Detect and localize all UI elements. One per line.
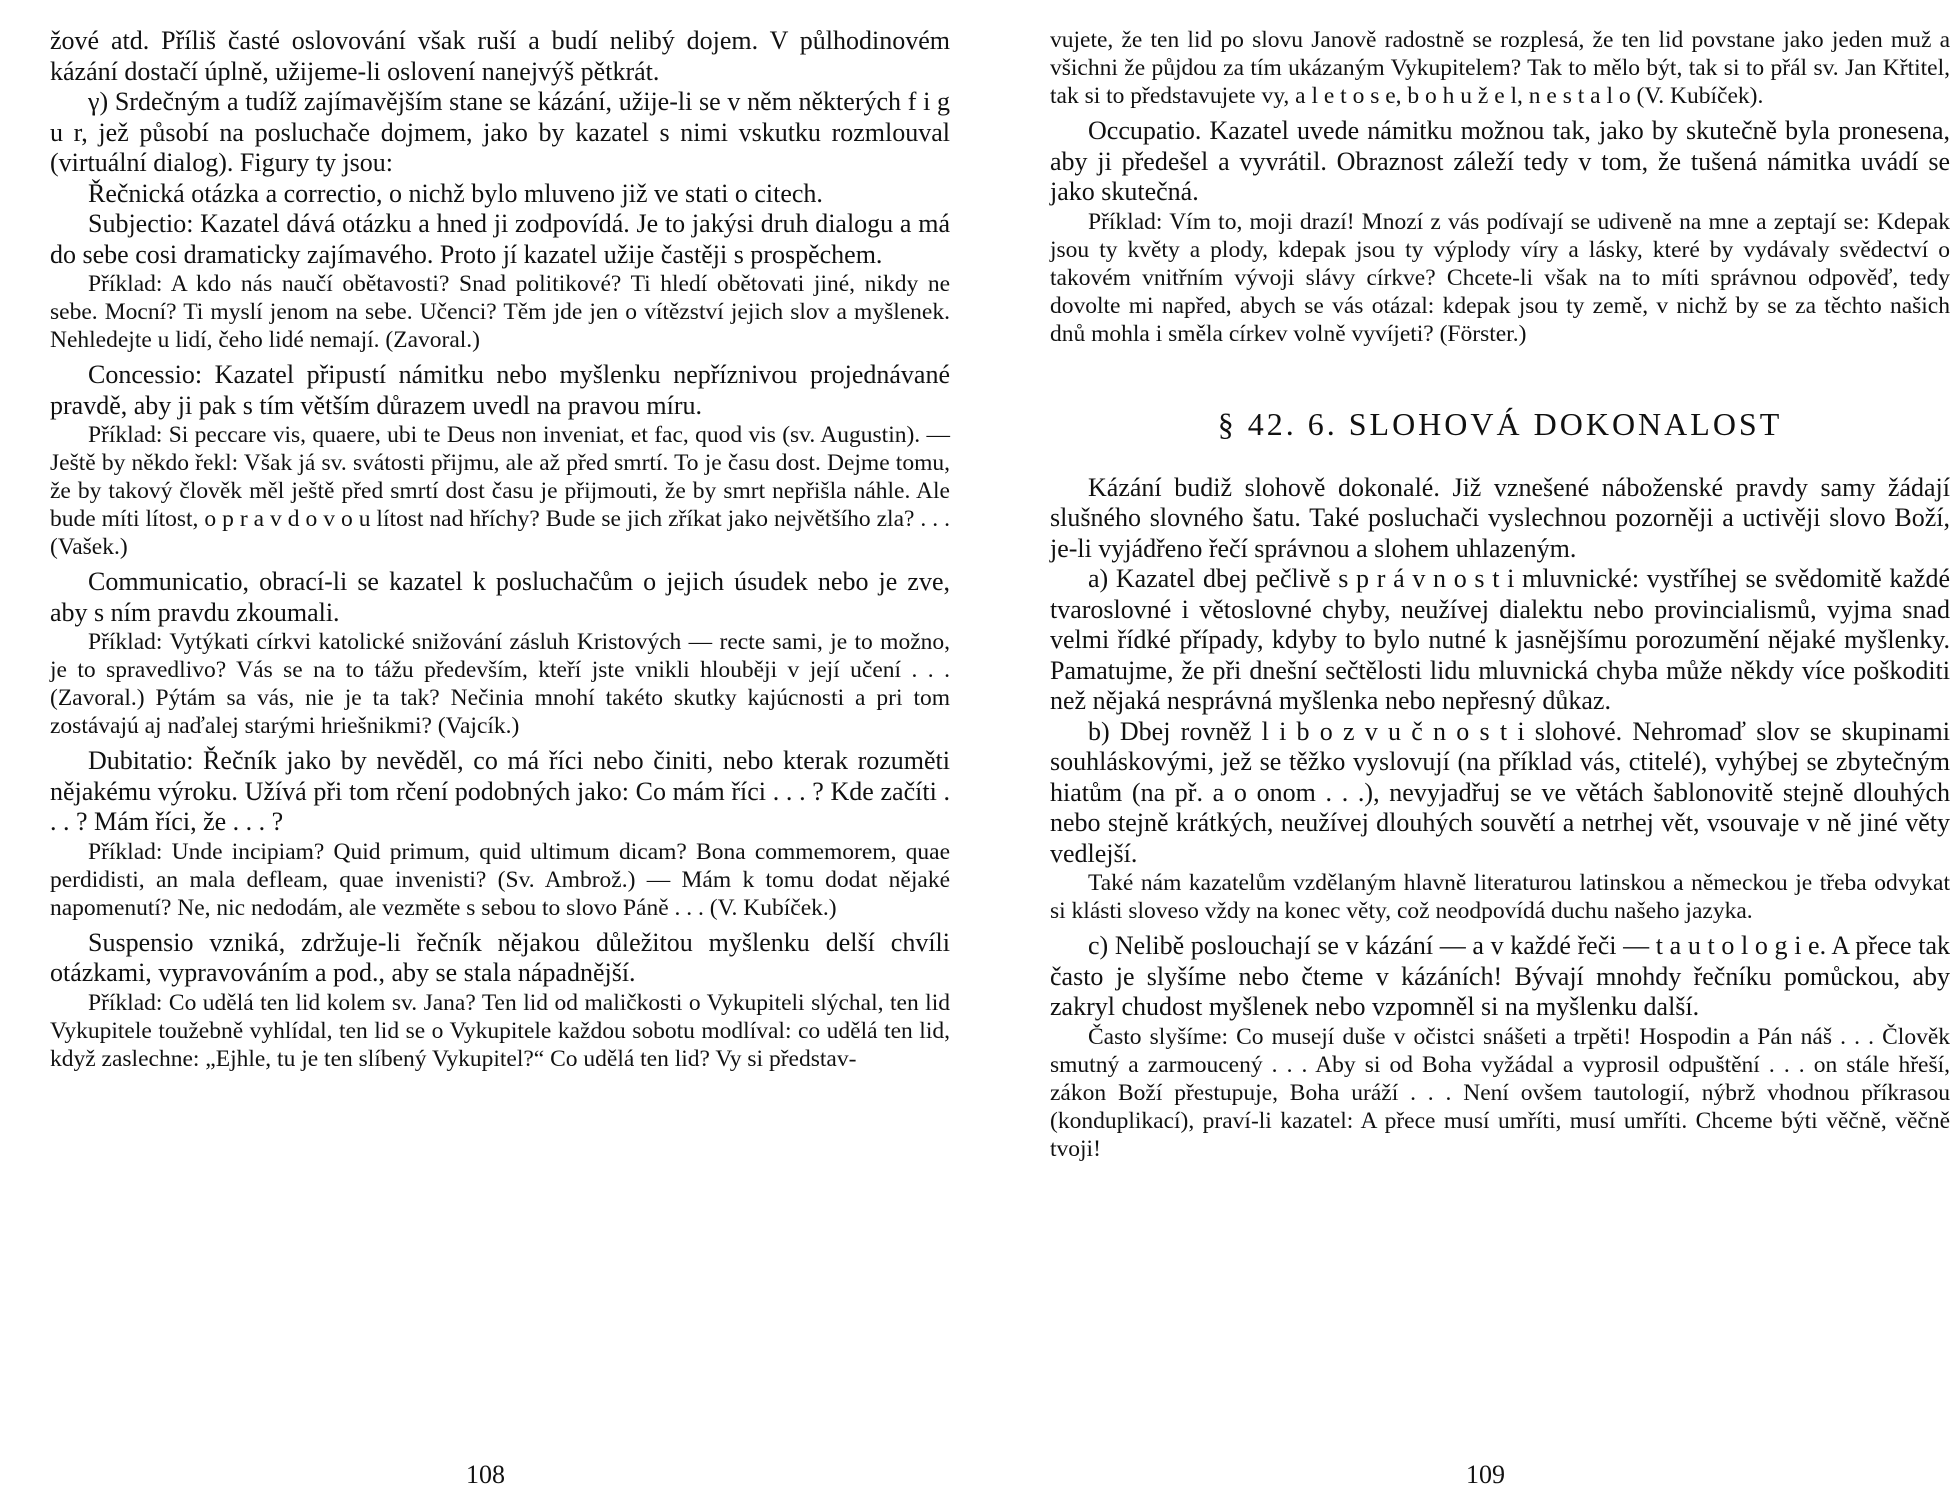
paragraph: c) Nelibě poslouchají se v kázání — a v každé řeči — t a u t o l o g i e. A přece tak často je slyšíme nebo čteme v kázáních! Bývají mnohdy řečníku pomůckou, aby zakryl chudost myšlenek nebo vzpomněl si na myšlenku další. — [1050, 931, 1950, 1021]
example-paragraph: Často slyšíme: Co musejí duše v očistci snášeti a trpěti! Hospodin a Pán náš . . . Člověk smutný a zarmoucený . . . Aby si od Boha vyžádal a vyprosil odpuštění . . . on stále hřeší, zákon Boží přestupuje, Boha uráží . . . Není ovšem tautologií, nýbrž vhodnou příkrasou (konduplikací), praví-li kazatel: A přece musí umříti, musí umříti. Chceme býti věčně, věčně tvoji! — [1050, 1023, 1950, 1162]
paragraph: a) Kazatel dbej pečlivě s p r á v n o s t i mluvnické: vystříhej se svědomitě každé tvaroslovné i větoslovné chyby, neužívej dialektu nebo provincialismů, vyjma snad velmi řídké případy, kdyby to bylo nutné k jasnějšímu porozumění nějaké myšlenky. Pamatujme, že při dnešní sečtělosti lidu mluvnická chyba může někdy více poškoditi než nějaká nesprávná myšlenka nebo nepřesný důkaz. — [1050, 564, 1950, 715]
example-paragraph: Příklad: Unde incipiam? Quid primum, quid ultimum dicam? Bona commemorem, quae perdidisti, an mala defleam, quae invenisti? (Sv. Ambrož.) — Mám k tomu dodat nějaké napomenutí? Ne, nic nedodám, ale vezměte s sebou to slovo Páně . . . (V. Kubíček.) — [50, 838, 950, 921]
paragraph: Occupatio. Kazatel uvede námitku možnou tak, jako by skutečně byla pronesena, aby ji předešel a vyvrátil. Obraznost záleží tedy v tom, že tušená námitka uvádí se jako skutečná. — [1050, 116, 1950, 206]
example-paragraph: Příklad: Vím to, moji drazí! Mnozí z vás podívají se udiveně na mne a zeptají se: Kdepak jsou ty květy a plody, kdepak jsou ty výplody víry a lásky, které by vydávaly svědectví o takovém vnitřním vývoji slávy církve? Chcete-li však na to míti správnou odpověď, tedy dovolte mi napřed, abych se vás otázal: kdepak jsou ty země, v nichž by se za těchto našich dnů mohla i směla církev volně vyvíjeti? (Förster.) — [1050, 208, 1950, 347]
paragraph: Communicatio, obrací-li se kazatel k posluchačům o jejich úsudek nebo je zve, aby s ním pravdu zkoumali. — [50, 567, 950, 627]
example-paragraph: Příklad: Si peccare vis, quaere, ubi te Deus non inveniat, et fac, quod vis (sv. Augustin). — Ještě by někdo řekl: Však já sv. svátosti přijmu, ale až před smrtí. To je času dost. Dejme tomu, že by takový člověk měl ještě před smrtí dost času je přijmouti, že by smrt nepřišla náhle. Ale bude míti lítost, o p r a v d o v o u lítost nad hříchy? Bude se jich zříkat jako největšího zla? . . . (Vašek.) — [50, 422, 950, 560]
paragraph: Concessio: Kazatel připustí námitku nebo myšlenku nepříznivou projednávané pravdě, aby ji pak s tím větším důrazem uvedl na pravou míru. — [50, 360, 950, 420]
paragraph: Suspensio vzniká, zdržuje-li řečník nějakou důležitou myšlenku delší chvíli otázkami, vypravováním a pod., aby se stala nápadnější. — [50, 927, 950, 987]
paragraph: γ) Srdečným a tudíž zajímavějším stane se kázání, užije-li se v něm některých f i g u r, jež působí na posluchače dojmem, jako by kazatel s nimi vskutku rozmlouval (virtuální dialog). Figury ty jsou: — [50, 87, 950, 177]
page-number: 108 — [466, 1460, 505, 1489]
example-paragraph: Také nám kazatelům vzdělaným hlavně literaturou latinskou a německou je třeba odvykat si klásti sloveso vždy na konec věty, což neodpovídá duchu našeho jazyka. — [1050, 870, 1950, 924]
example-paragraph: vujete, že ten lid po slovu Janově radostně se rozplesá, že ten lid povstane jako jeden muž a všichni že půjdou za tím ukázaným Vykupitelem? Tak to mělo být, tak si to přál sv. Jan Křtitel, tak si to představujete vy, a l e t o s e, b o h u ž e l, n e s t a l o (V. Kubíček). — [1050, 27, 1950, 109]
paragraph: Řečnická otázka a correctio, o nichž bylo mluveno již ve stati o citech. — [88, 178, 823, 208]
paragraph: Kázání budiž slohově dokonalé. Již vznešené náboženské pravdy samy žádají slušného slovného šatu. Také posluchači vyslechnou pozorněji a uctivěji slovo Boží, je-li vyjádřeno řečí správnou a slohem uhlazeným. — [1050, 472, 1950, 563]
left-page — [50, 26, 950, 1073]
example-paragraph: Příklad: Vytýkati církvi katolické snižování zásluh Kristových — recte sami, je to možno, je to spravedlivo? Vás se na to tážu především, kteří jste vnikli hlouběji v její učení . . . (Zavoral.) Pýtám sa vás, nie je ta tak? Nečinia mnohí takéto skutky kajúcnosti a pri tom zostávajú aj naďalej starými hriešnikmi? (Vajcík.) — [50, 629, 950, 739]
paragraph: b) Dbej rovněž l i b o z v u č n o s t i slohové. Nehromaď slov se skupinami souhláskovými, jež se těžko vyslovují (na příklad vás, ctitelé), vyhýbej se zbytečným hiatům (na př. a o onom . . .), nevyjadřuj se ve větách šablonovitě stejně dlouhých nebo stejně krátkých, neužívej dlouhých souvětí a netrhej vět, vsouvaje v ně jiné věty vedlejší. — [1050, 716, 1950, 868]
paragraph: Dubitatio: Řečník jako by nevěděl, co má říci nebo činiti, nebo kterak rozuměti nějakému výroku. Užívá při tom rčení podobných jako: Co mám říci . . . ? Kde začíti . . . ? Mám říci, že . . . ? — [50, 746, 950, 836]
page-number: 109 — [1466, 1460, 1505, 1489]
example-paragraph: Příklad: Co udělá ten lid kolem sv. Jana? Ten lid od maličkosti o Vykupiteli slýchal, ten lid Vykupitele toužebně vyhlídal, ten lid se o Vykupitele každou sobotu modlíval: co udělá ten lid, když zaslechne: „Ejhle, tu je ten slíbený Vykupitel?“ Co udělá ten lid? Vy si představ- — [50, 989, 950, 1072]
example-paragraph: Příklad: A kdo nás naučí obětavosti? Snad politikové? Ti hledí obětovati jiné, nikdy ne sebe. Mocní? Ti myslí jenom na sebe. Učenci? Těm jde jen o vítězství jejich slov a myšlenek. Nehledejte u lidí, čeho lidé nemají. (Zavoral.) — [50, 271, 950, 353]
right-page — [1050, 26, 1950, 1163]
section-heading: § 42. 6. SLOHOVÁ DOKONALOST — [1217, 405, 1783, 442]
paragraph: Subjectio: Kazatel dává otázku a hned ji zodpovídá. Je to jakýsi druh dialogu a má do sebe cosi dramaticky zajímavého. Proto jí kazatel užije častěji s prospěchem. — [50, 209, 950, 269]
paragraph: žové atd. Příliš časté oslovování však ruší a budí nelibý dojem. V půlhodinovém kázání dostačí úplně, užijeme-li oslovení nanejvýš pětkrát. — [50, 26, 950, 86]
